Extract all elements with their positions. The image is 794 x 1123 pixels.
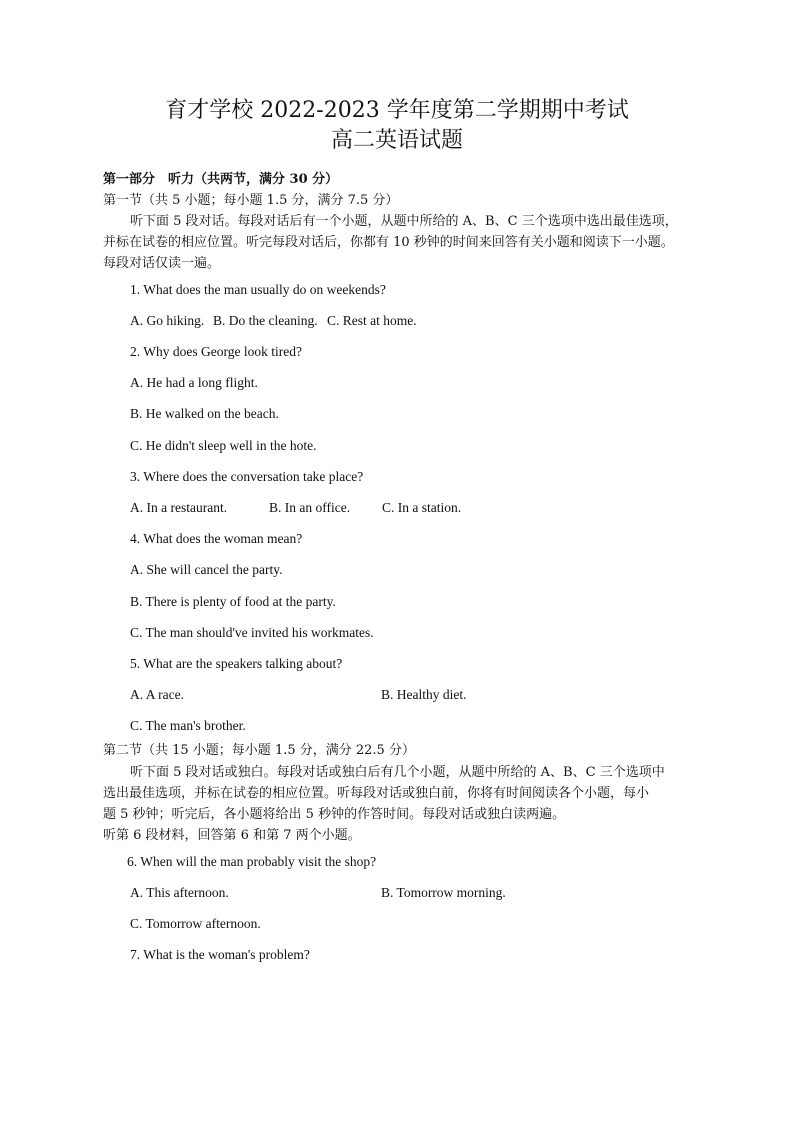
section2-instruction-line3: 题 5 秒钟；听完后，各小题将给出 5 秒钟的作答时间。每段对话或独白读两遍。 bbox=[103, 807, 566, 822]
option-b: B. He walked on the beach. bbox=[130, 406, 279, 421]
exam-subtitle: 高二英语试题 bbox=[330, 128, 463, 153]
option-a: A. This afternoon. bbox=[130, 885, 229, 900]
option-b: B. Tomorrow morning. bbox=[381, 885, 506, 900]
question-stem: 4. What does the woman mean? bbox=[130, 531, 303, 546]
option-a: A. In a restaurant. bbox=[130, 500, 228, 515]
question-stem: 6. When will the man probably visit the shop? bbox=[127, 854, 377, 869]
option-c: C. He didn't sleep well in the hote. bbox=[130, 438, 317, 453]
question-stem: 3. Where does the conversation take place? bbox=[130, 469, 364, 484]
option-b: B. Do the cleaning. bbox=[213, 313, 318, 328]
section2-heading: 第二节（共 15 小题；每小题 1.5 分，满分 22.5 分） bbox=[103, 743, 415, 758]
option-b: B. Healthy diet. bbox=[381, 687, 467, 702]
option-c: C. In a station. bbox=[382, 500, 462, 515]
option-a: A. Go hiking. bbox=[130, 313, 205, 328]
material-note: 听第 6 段材料，回答第 6 和第 7 两个小题。 bbox=[103, 828, 361, 843]
section1-instruction-line2: 并标在试卷的相应位置。听完每段对话后，你都有 10 秒钟的时间来回答有关小题和阅读下一小题。 bbox=[103, 235, 674, 250]
question-stem: 1. What does the man usually do on weekends? bbox=[130, 282, 386, 297]
section1-heading: 第一节（共 5 小题；每小题 1.5 分，满分 7.5 分） bbox=[103, 193, 399, 208]
option-b: B. In an office. bbox=[269, 500, 351, 515]
option-a: A. She will cancel the party. bbox=[130, 562, 283, 577]
option-a: A. He had a long flight. bbox=[130, 375, 258, 390]
part1-heading: 第一部分 听力（共两节，满分 30 分） bbox=[103, 172, 339, 187]
exam-title: 育才学校 2022-2023 学年度第二学期期中考试 bbox=[165, 98, 629, 123]
question-stem: 5. What are the speakers talking about? bbox=[130, 656, 343, 671]
option-c: C. The man's brother. bbox=[130, 718, 246, 733]
section2-instruction-line1: 听下面 5 段对话或独白。每段对话或独白后有几个小题，从题中所给的 A、B、C 三个选项中 bbox=[130, 765, 665, 780]
option-a: A. A race. bbox=[130, 687, 184, 702]
section1-instruction-line3: 每段对话仅读一遍。 bbox=[103, 256, 221, 271]
option-c: C. Rest at home. bbox=[327, 313, 417, 328]
section1-instruction-line1: 听下面 5 段对话。每段对话后有一个小题，从题中所给的 A、B、C 三个选项中选出最佳选项， bbox=[130, 214, 678, 229]
option-c: C. The man should've invited his workmates. bbox=[130, 625, 374, 640]
option-c: C. Tomorrow afternoon. bbox=[130, 916, 261, 931]
question-stem: 2. Why does George look tired? bbox=[130, 344, 302, 359]
question-stem: 7. What is the woman's problem? bbox=[130, 947, 310, 962]
section2-instruction-line2: 选出最佳选项，并标在试卷的相应位置。听每段对话或独白前，你将有时间阅读各个小题，每小 bbox=[103, 786, 650, 801]
option-b: B. There is plenty of food at the party. bbox=[130, 594, 336, 609]
